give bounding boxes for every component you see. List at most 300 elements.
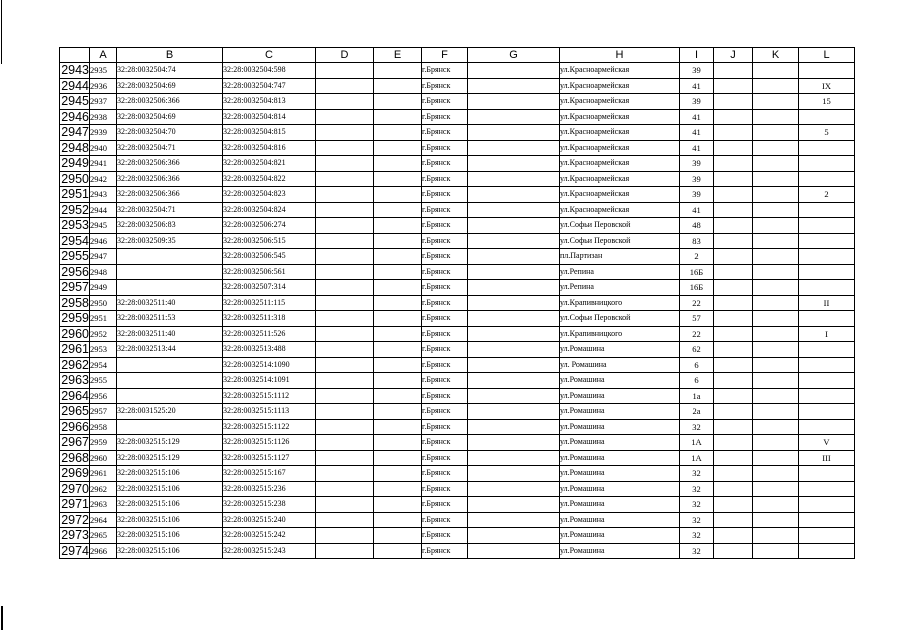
cell-i: 41: [680, 78, 714, 94]
cell-c: 32:28:0032504:813: [223, 94, 316, 110]
cell-d: [316, 264, 374, 280]
cell-h: ул.Ромашина: [560, 481, 680, 497]
cell-a: 2956: [90, 388, 117, 404]
cell-e: [374, 466, 422, 482]
cell-b: 32:28:0032515:106: [117, 497, 223, 513]
cell-g: [468, 388, 560, 404]
table-row: [60, 187, 855, 203]
cell-i: 2а: [680, 404, 714, 420]
cell-c: 32:28:0032513:488: [223, 342, 316, 358]
cell-j: [714, 218, 753, 234]
cell-c: 32:28:0032515:1122: [223, 419, 316, 435]
column-header-row: [60, 48, 855, 63]
cell-i: 16Б: [680, 264, 714, 280]
cell-l: [799, 528, 855, 544]
cell-g: [468, 497, 560, 513]
table-row: [60, 342, 855, 358]
cell-d: [316, 295, 374, 311]
cell-h: ул.Красноармейская: [560, 94, 680, 110]
cell-a: 2945: [90, 218, 117, 234]
cell-k: [753, 466, 799, 482]
cell-b: 32:28:0032506:366: [117, 171, 223, 187]
cell-h: ул.Софьи Перовской: [560, 311, 680, 327]
table-row: [60, 171, 855, 187]
row-number: 2974: [61, 543, 89, 558]
table-row: [60, 202, 855, 218]
cell-c: 32:28:0032515:236: [223, 481, 316, 497]
page-edge-line: [1, 0, 2, 64]
cell-k: [753, 543, 799, 559]
cell-e: [374, 218, 422, 234]
cell-e: [374, 280, 422, 296]
cell-a: 2966: [90, 543, 117, 559]
cell-e: [374, 125, 422, 141]
cell-h: ул.Красноармейская: [560, 63, 680, 79]
cell-f: г.Брянск: [422, 481, 468, 497]
cell-h: ул.Ромашина: [560, 512, 680, 528]
cell-d: [316, 109, 374, 125]
row-number: 2967: [61, 435, 89, 450]
cell-a: 2947: [90, 249, 117, 265]
cell-d: [316, 342, 374, 358]
cell-l: [799, 63, 855, 79]
cell-e: [374, 357, 422, 373]
row-number: 2954: [61, 233, 89, 248]
cell-j: [714, 404, 753, 420]
column-header-j: J: [714, 48, 753, 63]
cell-e: [374, 435, 422, 451]
cell-e: [374, 63, 422, 79]
cell-d: [316, 450, 374, 466]
cell-g: [468, 140, 560, 156]
cell-l: 15: [799, 94, 855, 110]
cell-f: г.Брянск: [422, 218, 468, 234]
cell-e: [374, 342, 422, 358]
row-number: 2953: [61, 218, 89, 233]
cell-b: 32:28:0032506:366: [117, 156, 223, 172]
cell-k: [753, 326, 799, 342]
cell-g: [468, 63, 560, 79]
cell-e: [374, 512, 422, 528]
cell-k: [753, 295, 799, 311]
cell-e: [374, 404, 422, 420]
cell-a: 2950: [90, 295, 117, 311]
cell-c: 32:28:0032506:561: [223, 264, 316, 280]
cell-c: 32:28:0032504:815: [223, 125, 316, 141]
cell-g: [468, 295, 560, 311]
cell-d: [316, 435, 374, 451]
cell-k: [753, 450, 799, 466]
table-row: [60, 373, 855, 389]
cell-b: 32:28:0032515:129: [117, 450, 223, 466]
cell-a: 2964: [90, 512, 117, 528]
cell-i: 1А: [680, 450, 714, 466]
cell-a: 2937: [90, 94, 117, 110]
cell-k: [753, 481, 799, 497]
row-number: 2950: [61, 171, 89, 186]
cell-c: 32:28:0032504:598: [223, 63, 316, 79]
row-number: 2944: [61, 78, 89, 93]
cell-f: г.Брянск: [422, 311, 468, 327]
cell-h: ул.Красноармейская: [560, 156, 680, 172]
cell-l: [799, 543, 855, 559]
cell-i: 39: [680, 94, 714, 110]
cell-k: [753, 63, 799, 79]
cell-g: [468, 280, 560, 296]
cell-j: [714, 419, 753, 435]
cell-i: 41: [680, 125, 714, 141]
cell-a: 2941: [90, 156, 117, 172]
cell-f: г.Брянск: [422, 543, 468, 559]
cell-k: [753, 109, 799, 125]
table-body: [60, 63, 855, 559]
cell-c: 32:28:0032506:515: [223, 233, 316, 249]
cell-g: [468, 435, 560, 451]
cell-i: 39: [680, 63, 714, 79]
cell-i: 39: [680, 171, 714, 187]
cell-g: [468, 125, 560, 141]
cell-l: [799, 373, 855, 389]
table-row: [60, 280, 855, 296]
cell-g: [468, 528, 560, 544]
cell-j: [714, 512, 753, 528]
cell-d: [316, 543, 374, 559]
cell-l: [799, 249, 855, 265]
cell-e: [374, 450, 422, 466]
cell-h: ул.Крапивницкого: [560, 295, 680, 311]
cell-j: [714, 125, 753, 141]
cell-j: [714, 388, 753, 404]
cell-j: [714, 466, 753, 482]
cell-g: [468, 78, 560, 94]
corner-header: [60, 48, 90, 63]
cell-l: II: [799, 295, 855, 311]
cell-d: [316, 512, 374, 528]
cell-b: [117, 280, 223, 296]
cell-b: 32:28:0032504:69: [117, 109, 223, 125]
cell-l: [799, 388, 855, 404]
cell-h: ул.Ромашина: [560, 497, 680, 513]
cell-k: [753, 94, 799, 110]
cell-h: ул.Ромашина: [560, 528, 680, 544]
cell-j: [714, 311, 753, 327]
cell-f: г.Брянск: [422, 280, 468, 296]
row-number: 2972: [61, 512, 89, 527]
cell-k: [753, 497, 799, 513]
cell-b: [117, 264, 223, 280]
cell-g: [468, 481, 560, 497]
cell-b: 32:28:0031525:20: [117, 404, 223, 420]
cell-d: [316, 94, 374, 110]
cell-b: 32:28:0032504:69: [117, 78, 223, 94]
row-number: 2957: [61, 280, 89, 295]
cell-b: 32:28:0032504:71: [117, 140, 223, 156]
cell-b: 32:28:0032515:106: [117, 528, 223, 544]
cell-k: [753, 171, 799, 187]
row-number: 2964: [61, 388, 89, 403]
cell-l: [799, 357, 855, 373]
table-row: [60, 450, 855, 466]
row-number: 2961: [61, 342, 89, 357]
cell-h: ул.Ромашина: [560, 543, 680, 559]
cell-k: [753, 264, 799, 280]
cell-c: 32:28:0032515:167: [223, 466, 316, 482]
table-row: [60, 249, 855, 265]
cell-h: ул.Ромашина: [560, 466, 680, 482]
cell-d: [316, 326, 374, 342]
cell-a: 2939: [90, 125, 117, 141]
table-row: [60, 156, 855, 172]
cell-j: [714, 249, 753, 265]
cell-i: 6: [680, 373, 714, 389]
cell-b: 32:28:0032506:83: [117, 218, 223, 234]
cell-a: 2963: [90, 497, 117, 513]
cell-g: [468, 94, 560, 110]
cell-l: IX: [799, 78, 855, 94]
cell-l: [799, 481, 855, 497]
cell-c: 32:28:0032511:115: [223, 295, 316, 311]
cell-a: 2951: [90, 311, 117, 327]
page-edge-mark: [1, 606, 3, 630]
row-number: 2962: [61, 357, 89, 372]
cell-h: ул.Ромашина: [560, 419, 680, 435]
table-row: [60, 295, 855, 311]
table-row: [60, 94, 855, 110]
cell-e: [374, 543, 422, 559]
cell-e: [374, 78, 422, 94]
table-row: [60, 218, 855, 234]
table-row: [60, 125, 855, 141]
cell-l: [799, 342, 855, 358]
cell-a: 2962: [90, 481, 117, 497]
cell-d: [316, 357, 374, 373]
cell-e: [374, 171, 422, 187]
cell-e: [374, 373, 422, 389]
cell-k: [753, 404, 799, 420]
cell-d: [316, 202, 374, 218]
cell-d: [316, 388, 374, 404]
cell-l: [799, 512, 855, 528]
table-row: [60, 466, 855, 482]
cell-d: [316, 528, 374, 544]
cell-i: 48: [680, 218, 714, 234]
cell-h: ул.Ромашина: [560, 388, 680, 404]
row-number: 2947: [61, 125, 89, 140]
cell-a: 2959: [90, 435, 117, 451]
cell-c: 32:28:0032515:238: [223, 497, 316, 513]
cell-k: [753, 357, 799, 373]
cell-e: [374, 295, 422, 311]
cell-e: [374, 419, 422, 435]
cell-f: г.Брянск: [422, 326, 468, 342]
cell-j: [714, 326, 753, 342]
cell-l: [799, 280, 855, 296]
cell-c: 32:28:0032515:1113: [223, 404, 316, 420]
cell-k: [753, 280, 799, 296]
column-header-l: L: [799, 48, 855, 63]
cell-a: 2957: [90, 404, 117, 420]
cell-c: 32:28:0032504:814: [223, 109, 316, 125]
cell-g: [468, 311, 560, 327]
cell-l: [799, 233, 855, 249]
cell-f: г.Брянск: [422, 342, 468, 358]
cell-f: г.Брянск: [422, 94, 468, 110]
cell-i: 39: [680, 187, 714, 203]
cell-c: 32:28:0032504:822: [223, 171, 316, 187]
cell-f: г.Брянск: [422, 528, 468, 544]
cell-a: 2946: [90, 233, 117, 249]
cell-e: [374, 481, 422, 497]
cell-c: 32:28:0032515:242: [223, 528, 316, 544]
cell-e: [374, 388, 422, 404]
cell-d: [316, 497, 374, 513]
row-number: 2965: [61, 404, 89, 419]
cell-k: [753, 311, 799, 327]
cell-j: [714, 435, 753, 451]
column-header-d: D: [316, 48, 374, 63]
cell-c: 32:28:0032506:274: [223, 218, 316, 234]
cell-b: 32:28:0032515:106: [117, 543, 223, 559]
cell-i: 83: [680, 233, 714, 249]
row-number: 2969: [61, 466, 89, 481]
cell-d: [316, 171, 374, 187]
cell-h: ул.Ромашина: [560, 404, 680, 420]
cell-l: III: [799, 450, 855, 466]
cell-b: 32:28:0032515:106: [117, 512, 223, 528]
cell-i: 41: [680, 202, 714, 218]
cell-e: [374, 94, 422, 110]
cell-a: 2952: [90, 326, 117, 342]
cell-b: 32:28:0032515:129: [117, 435, 223, 451]
cell-h: ул.Красноармейская: [560, 109, 680, 125]
cell-i: 1А: [680, 435, 714, 451]
cell-h: ул.Красноармейская: [560, 78, 680, 94]
cell-i: 32: [680, 497, 714, 513]
cell-g: [468, 512, 560, 528]
cell-i: 22: [680, 295, 714, 311]
cell-d: [316, 373, 374, 389]
cell-k: [753, 419, 799, 435]
cell-l: [799, 218, 855, 234]
cell-i: 16Б: [680, 280, 714, 296]
cell-i: 41: [680, 109, 714, 125]
cell-b: 32:28:0032511:40: [117, 326, 223, 342]
cell-c: 32:28:0032515:1112: [223, 388, 316, 404]
row-number: 2948: [61, 140, 89, 155]
row-number: 2963: [61, 373, 89, 388]
cell-j: [714, 295, 753, 311]
row-number: 2951: [61, 187, 89, 202]
cell-l: [799, 202, 855, 218]
row-number: 2952: [61, 202, 89, 217]
cell-k: [753, 156, 799, 172]
cell-e: [374, 140, 422, 156]
cell-c: 32:28:0032511:526: [223, 326, 316, 342]
cell-i: 39: [680, 156, 714, 172]
cell-f: г.Брянск: [422, 202, 468, 218]
cell-l: [799, 140, 855, 156]
cell-k: [753, 512, 799, 528]
cell-i: 32: [680, 419, 714, 435]
cell-f: г.Брянск: [422, 404, 468, 420]
cell-a: 2948: [90, 264, 117, 280]
cell-i: 57: [680, 311, 714, 327]
cell-c: 32:28:0032504:824: [223, 202, 316, 218]
row-number: 2970: [61, 481, 89, 496]
cell-h: ул.Красноармейская: [560, 171, 680, 187]
column-header-i: I: [680, 48, 714, 63]
cell-a: 2943: [90, 187, 117, 203]
cell-h: ул.Красноармейская: [560, 140, 680, 156]
cell-h: ул.Ромашина: [560, 450, 680, 466]
cell-i: 32: [680, 512, 714, 528]
cell-h: ул.Софьи Перовской: [560, 233, 680, 249]
table-row: [60, 419, 855, 435]
column-header-g: G: [468, 48, 560, 63]
cell-i: 32: [680, 466, 714, 482]
cell-f: г.Брянск: [422, 125, 468, 141]
cell-b: 32:28:0032511:40: [117, 295, 223, 311]
cell-e: [374, 528, 422, 544]
cell-e: [374, 264, 422, 280]
cell-f: г.Брянск: [422, 187, 468, 203]
cell-c: 32:28:0032507:314: [223, 280, 316, 296]
row-number: 2973: [61, 528, 89, 543]
cell-f: г.Брянск: [422, 357, 468, 373]
cell-j: [714, 264, 753, 280]
cell-i: 32: [680, 528, 714, 544]
cell-h: ул.Ромашина: [560, 342, 680, 358]
cell-h: ул. Ромашина: [560, 357, 680, 373]
cell-f: г.Брянск: [422, 249, 468, 265]
cell-l: [799, 497, 855, 513]
cell-a: 2949: [90, 280, 117, 296]
cell-a: 2940: [90, 140, 117, 156]
cell-a: 2961: [90, 466, 117, 482]
cell-k: [753, 388, 799, 404]
cell-h: ул.Красноармейская: [560, 125, 680, 141]
cell-b: 32:28:0032515:106: [117, 481, 223, 497]
cell-f: г.Брянск: [422, 295, 468, 311]
cell-g: [468, 543, 560, 559]
cell-g: [468, 450, 560, 466]
cell-a: 2965: [90, 528, 117, 544]
cell-f: г.Брянск: [422, 233, 468, 249]
cell-a: 2960: [90, 450, 117, 466]
cell-g: [468, 404, 560, 420]
cell-l: [799, 109, 855, 125]
cell-b: 32:28:0032506:366: [117, 94, 223, 110]
row-number: 2958: [61, 295, 89, 310]
cell-l: [799, 156, 855, 172]
cell-g: [468, 264, 560, 280]
column-header-f: F: [422, 48, 468, 63]
cell-j: [714, 171, 753, 187]
cell-k: [753, 140, 799, 156]
cell-f: г.Брянск: [422, 373, 468, 389]
cell-b: 32:28:0032511:53: [117, 311, 223, 327]
cell-l: [799, 466, 855, 482]
cell-l: I: [799, 326, 855, 342]
cell-k: [753, 125, 799, 141]
cell-f: г.Брянск: [422, 450, 468, 466]
table-row: [60, 140, 855, 156]
cell-e: [374, 109, 422, 125]
row-number: 2943: [61, 63, 89, 78]
cell-l: 2: [799, 187, 855, 203]
table-row: [60, 543, 855, 559]
cell-g: [468, 342, 560, 358]
